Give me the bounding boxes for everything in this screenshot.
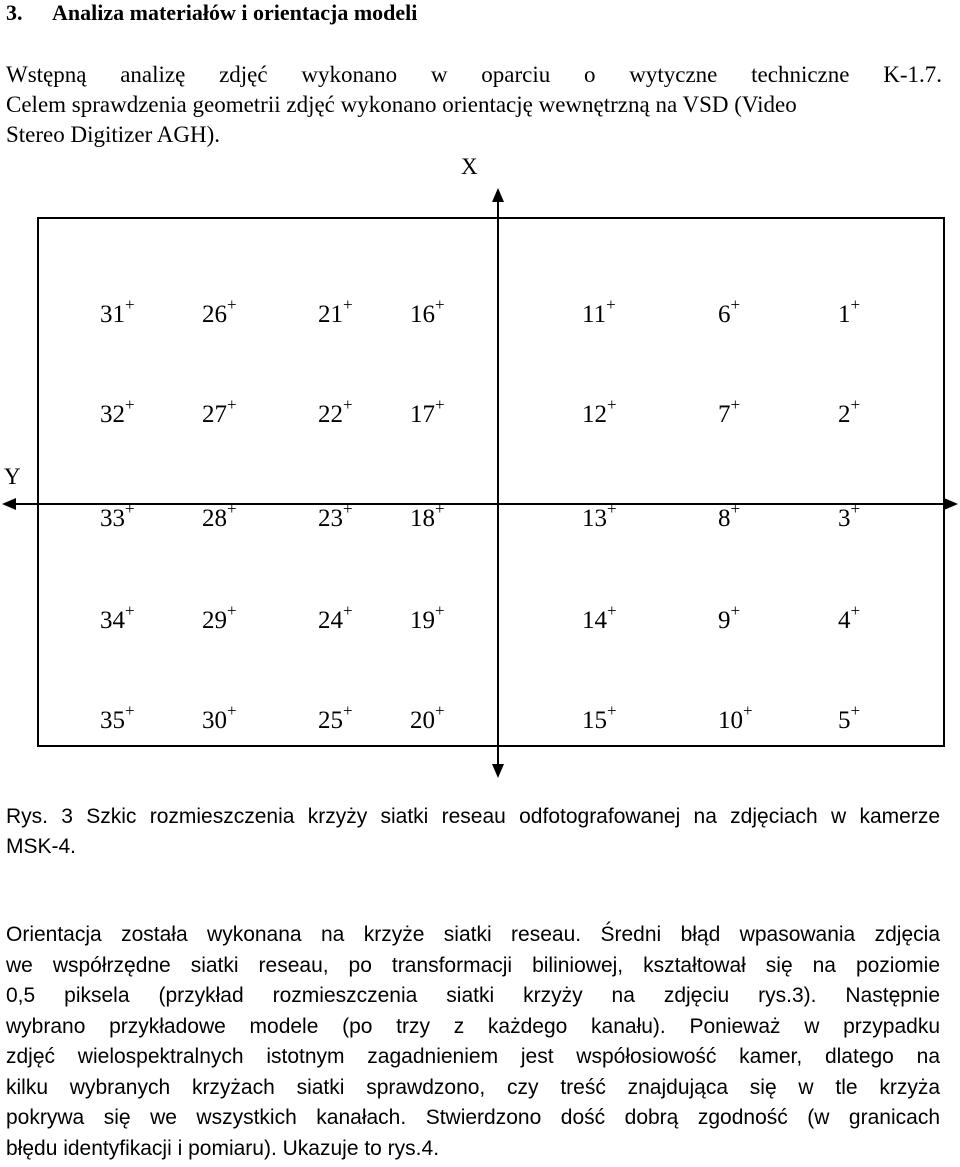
cross-mark: + [435,499,445,518]
cross-mark: + [850,499,861,518]
paragraph-line: kilku wybranych krzyżach siatki sprawdzono, czy treść znajdująca się w tle krzyża [6,1075,940,1099]
cross-mark: + [607,395,617,414]
caption-line: MSK-4. [6,835,77,858]
cross-mark: + [125,499,135,518]
intro-line: Stereo Digitizer AGH). [6,122,220,147]
reseau-cross-label: 2+ [838,395,861,428]
reseau-cross-label: 11+ [582,295,616,328]
y-axis-arrow-left [2,498,16,510]
cross-mark: + [227,395,237,414]
figure-caption [6,802,940,862]
cross-mark: + [743,701,753,720]
frame-border [38,218,944,746]
reseau-cross-label: 1+ [838,295,861,328]
reseau-cross-label: 9+ [718,601,741,634]
cross-mark: + [850,295,861,314]
cross-mark: + [227,499,237,518]
reseau-cross-label: 12+ [582,395,617,428]
cross-mark: + [343,601,353,620]
cross-mark: + [343,295,353,314]
cross-mark: + [227,701,237,720]
paragraph-line: zdjęć wielospektralnych istotnym zagadnieniem jest współosiowość kamer, dlatego na [6,1045,940,1068]
cross-mark: + [730,295,741,314]
cross-mark: + [607,601,617,620]
reseau-cross-label: 15+ [582,701,617,734]
paragraph-line: we współrzędne siatki reseau, po transformacji biliniowej, kształtował się na poziomie [6,953,940,977]
intro-line: Celem sprawdzenia geometrii zdjęć wykonano orientację wewnętrzną na VSD (Video [6,92,797,117]
cross-mark: + [227,295,237,314]
cross-mark: + [125,601,135,620]
reseau-cross-label: 31+ [100,295,135,328]
cross-mark: + [227,601,237,620]
reseau-cross-label: 20+ [410,701,445,734]
reseau-cross-label: 28+ [202,499,237,532]
cross-mark: + [607,701,617,720]
x-axis-arrow-top [492,188,504,202]
paragraph-line: błędu identyfikacji i pomiaru). Ukazuje to rys.4. [6,1136,440,1160]
grid-labels [100,295,860,734]
cross-mark: + [343,701,353,720]
reseau-cross-label: 23+ [318,499,353,532]
reseau-cross-label: 3+ [838,499,861,532]
x-axis-label: X [461,154,478,179]
reseau-cross-label: 33+ [100,499,135,532]
reseau-cross-label: 34+ [100,601,135,634]
cross-mark: + [850,395,861,414]
caption-line: Rys. 3 Szkic rozmieszczenia krzyży siatki reseau odfotografowanej na zdjęciach w kamerze [6,805,940,828]
cross-mark: + [730,395,741,414]
reseau-cross-label: 5+ [838,701,861,734]
cross-mark: + [435,601,445,620]
reseau-cross-label: 29+ [202,601,237,634]
reseau-cross-label: 16+ [410,295,445,328]
cross-mark: + [125,701,135,720]
reseau-cross-label: 21+ [318,295,353,328]
reseau-cross-label: 27+ [202,395,237,428]
cross-mark: + [435,395,445,414]
reseau-cross-label: 8+ [718,499,741,532]
reseau-cross-label: 17+ [410,395,445,428]
cross-mark: + [435,295,445,314]
section-title: Analiza materiałów i orientacja modeli [52,0,418,25]
body-paragraph [6,920,940,1164]
cross-mark: + [343,499,353,518]
intro-line: Wstępną analizę zdjęć wykonano w oparciu o wytyczne techniczne K-1.7. [6,62,942,87]
cross-mark: + [343,395,353,414]
section-number: 3. [6,0,23,25]
paragraph-line: Orientacja została wykonana na krzyże siatki reseau. Średni błąd wpasowania zdjęcia [6,923,940,946]
cross-mark: + [730,601,741,620]
cross-mark: + [730,499,741,518]
reseau-cross-label: 25+ [318,701,353,734]
y-axis-arrow-right [944,498,958,510]
reseau-cross-label: 13+ [582,499,617,532]
reseau-cross-label: 24+ [318,601,353,634]
reseau-cross-label: 10+ [718,701,753,734]
cross-mark: + [125,295,135,314]
reseau-cross-label: 4+ [838,601,861,634]
y-axis-label: Y [4,464,21,489]
reseau-cross-label: 18+ [410,499,445,532]
paragraph-line: 0,5 piksela (przykład rozmieszczenia siatki krzyży na zdjęciu rys.3). Następnie [6,984,940,1007]
reseau-cross-label: 22+ [318,395,353,428]
reseau-cross-label: 32+ [100,395,135,428]
reseau-cross-label: 14+ [582,601,617,634]
cross-mark: + [125,395,135,414]
reseau-cross-label: 26+ [202,295,237,328]
cross-mark: + [606,295,616,314]
cross-mark: + [607,499,617,518]
reseau-cross-label: 30+ [202,701,237,734]
reseau-cross-label: 19+ [410,601,445,634]
reseau-cross-label: 6+ [718,295,741,328]
reseau-cross-label: 7+ [718,395,741,428]
cross-mark: + [850,601,861,620]
x-axis-arrow-bottom [492,764,504,778]
paragraph-line: pokrywa się we wszystkich kanałach. Stwierdzono dość dobrą zgodność (w granicach [6,1106,940,1129]
cross-mark: + [435,701,445,720]
paragraph-line: wybrano przykładowe modele (po trzy z każdego kanału). Ponieważ w przypadku [6,1014,940,1038]
cross-mark: + [850,701,861,720]
reseau-cross-label: 35+ [100,701,135,734]
